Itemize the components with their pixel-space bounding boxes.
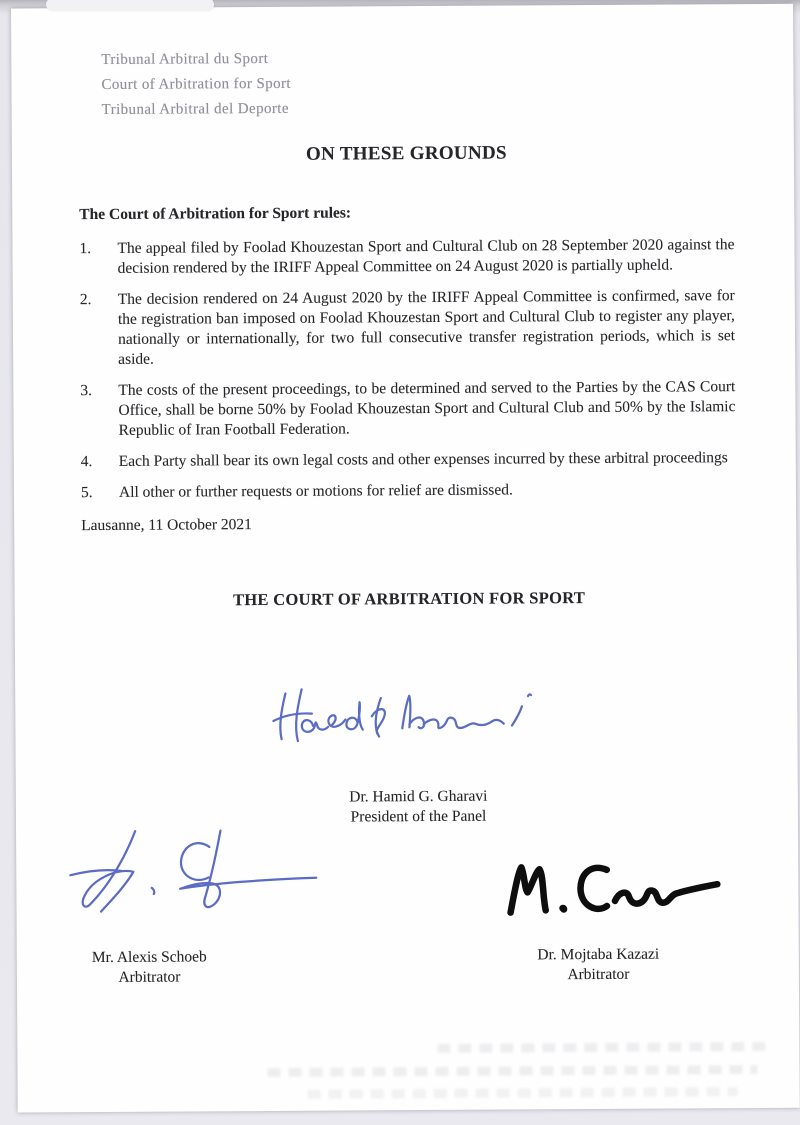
bleed-through-text — [267, 1065, 757, 1077]
ruling-item-5 — [81, 479, 736, 503]
arbitrator-right-caption — [496, 944, 701, 985]
ruling-number: 2. — [79, 291, 92, 309]
ruling-text: Each Party shall bear its own legal costs and other expenses incurred by these arbitral proceedings — [118, 449, 728, 470]
signatory-role: President of the Panel — [350, 807, 487, 826]
letterhead-line-fr: Tribunal Arbitral du Sport — [101, 50, 269, 68]
signatory-name: Dr. Hamid G. Gharavi — [349, 787, 488, 806]
document-content — [78, 44, 736, 536]
section-title: ON THESE GROUNDS — [305, 142, 507, 165]
place-and-date: Lausanne, 11 October 2021 — [81, 516, 252, 535]
ruling-text: The costs of the present proceedings, to be determined and served to the Parties by the CAS Court Office, shall be borne 50% by Foolad Khouzestan Sport and Cultural Club and 50% by the Islamic Republic of Iran Football Federation. — [118, 378, 736, 439]
rulings-list — [79, 235, 736, 503]
signatory-name: Dr. Mojtaba Kazazi — [537, 945, 660, 964]
court-heading: THE COURT OF ARBITRATION FOR SPORT — [233, 588, 586, 610]
ruling-text: All other or further requests or motions for relief are dismissed. — [118, 481, 513, 501]
ruling-item-4 — [81, 448, 736, 472]
rules-intro: The Court of Arbitration for Sport rules: — [79, 204, 352, 224]
signatory-name: Mr. Alexis Schoeb — [91, 948, 207, 967]
scan-edge-tab — [46, 0, 214, 11]
ruling-number: 5. — [80, 484, 93, 502]
ruling-number: 3. — [80, 382, 93, 400]
cas-letterhead — [101, 44, 733, 123]
arbitrator-left-signature — [66, 823, 321, 924]
ruling-text: The decision rendered on 24 August 2020 by the IRIFF Appeal Committee is confirmed, save for the registration ban imposed on Foolad Khouzestan Sport and Cultural Club to register any player, nationally or internationally, for two full consecutive transfer registration periods, which is set aside. — [117, 287, 736, 368]
president-caption — [316, 786, 521, 827]
document-page — [11, 4, 800, 1113]
president-signature — [271, 679, 545, 755]
bleed-through-text — [308, 1087, 738, 1099]
ruling-number: 4. — [80, 453, 93, 471]
arbitrator-left-caption — [47, 947, 252, 988]
arbitrator-right-signature — [502, 855, 728, 922]
signatory-role: Arbitrator — [567, 965, 630, 984]
ruling-item-3 — [80, 377, 735, 441]
bleed-through-text — [437, 1042, 767, 1053]
ruling-item-2 — [80, 286, 735, 370]
letterhead-line-en: Court of Arbitration for Sport — [101, 75, 292, 93]
ruling-number: 1. — [79, 240, 92, 258]
ruling-text: The appeal filed by Foolad Khouzestan Sport and Cultural Club on 28 September 2020 against the decision rendered by the IRIFF Appeal Committee on 24 August 2020 is partially upheld. — [117, 236, 735, 277]
letterhead-line-es: Tribunal Arbitral del Deporte — [101, 100, 289, 118]
ruling-item-1 — [79, 235, 734, 279]
signatory-role: Arbitrator — [118, 968, 181, 986]
